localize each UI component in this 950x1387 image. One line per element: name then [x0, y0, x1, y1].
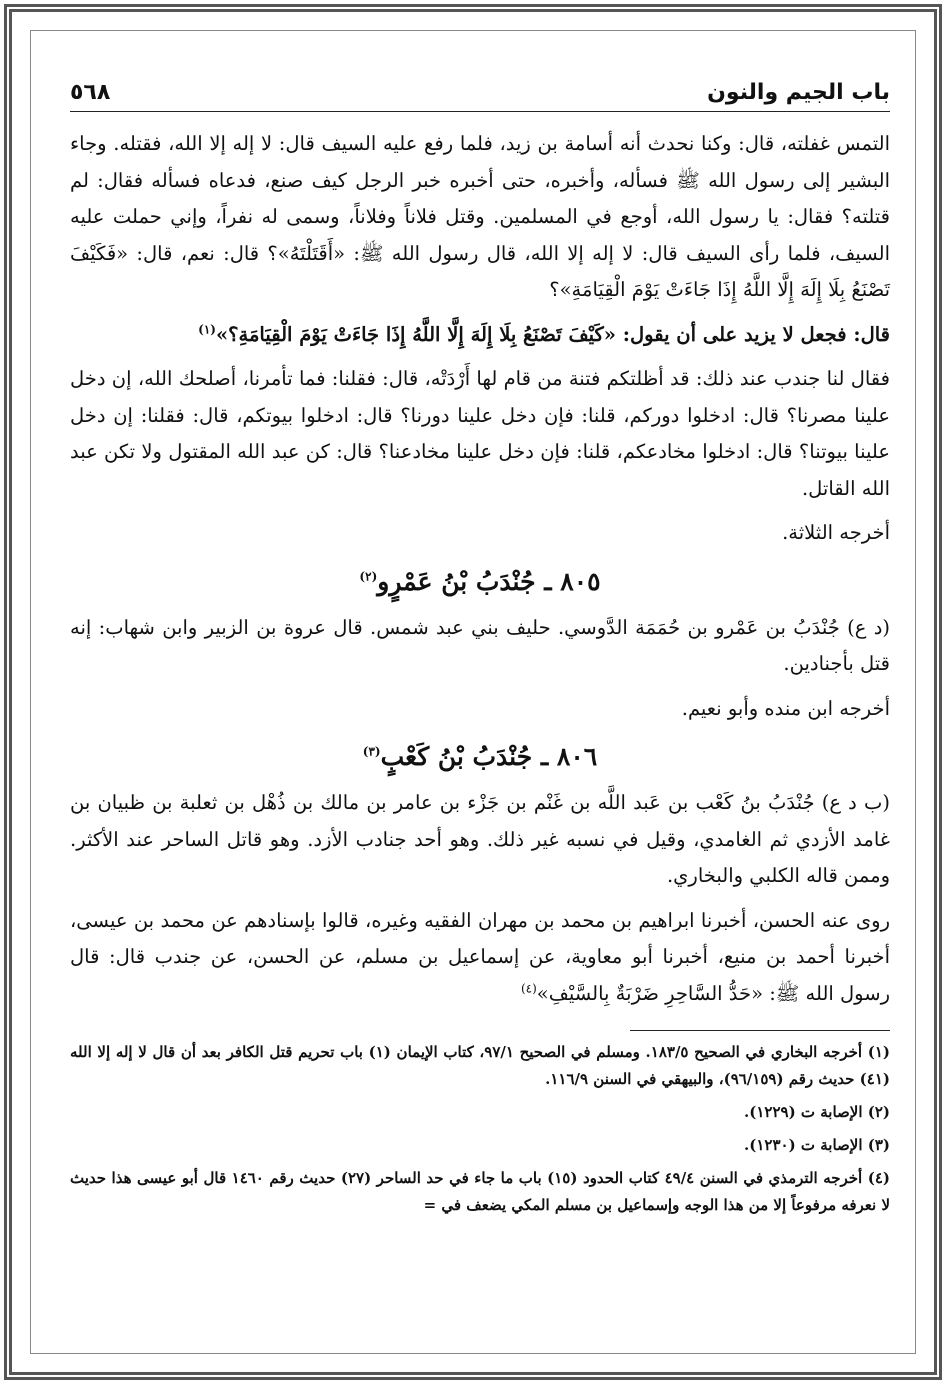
footnote-4: (٤) أخرجه الترمذي في السنن ٤٩/٤ كتاب الحدود (١٥) باب ما جاء في حد الساحر (٢٧) حديث رقم ١٤٦٠ قال أبو عيسى هذا حديث لا نعرفه مرفوعاً إلا من هذا الوجه وإسماعيل بن مسلم المكي يضعف في =	[70, 1169, 890, 1214]
footnotes	[70, 1039, 890, 1219]
footnote-1: (١) أخرجه البخاري في الصحيح ١٨٣/٥. ومسلم في الصحيح ٩٧/١، كتاب الإيمان (١) باب تحريم قتل الكافر بعد أن قال لا إله إلا الله (٤١) حديث رقم (٩٦/١٥٩)، والبيهقي في السنن ١١٦/٩.	[70, 1043, 890, 1088]
entry-heading-805	[70, 562, 890, 602]
paragraph-hadith-story: التمس غفلته، قال: وكنا نحدث أنه أسامة بن زيد، فلما رفع عليه السيف قال: لا إله إلا الله، فقتله. وجاء البشير إلى رسول الله ﷺ فسأله، وأخبره، حتى أخبره خبر الرجل كيف صنع، فدعاه فسأله فقال: لم قتلته؟ فقال: يا رسول الله، أوجع في المسلمين. وقتل فلاناً وفلاناً، وسمى له نفراً، وإني حملت عليه السيف، فلما رأى السيف قال: لا إله إلا الله، قال رسول الله ﷺ: «أَقَتَلْتَهُ»؟ قال: نعم، قال: «فَكَيْفَ تَصْنَعُ بِلَا إِلَهَ إِلَّا اللَّهُ إِذَا جَاءَتْ يَوْمَ الْقِيَامَةِ»؟	[70, 132, 890, 301]
isnad-text: روى عنه الحسن، أخبرنا ابراهيم بن محمد بن مهران الفقيه وغيره، قالوا بإسنادهم عن محمد بن عيسى، أخبرنا أحمد بن منيع، أخبرنا أبو معاوية، عن إسماعيل بن مسلم، عن الحسن، عن جندب قال: قال رسول الله ﷺ: «حَدُّ السَّاحِرِ ضَرْبَةٌ بِالسَّيْفِ»	[70, 908, 890, 1005]
paragraph-jundab-advice: فقال لنا جندب عند ذلك: قد أظلتكم فتنة من قام لها أَرْدَتْه، قال: فقلنا: فما تأمرنا، أصلحك الله، إن دخل علينا مصرنا؟ قال: ادخلوا دوركم، قلنا: فإن دخل علينا دورنا؟ قال: ادخلوا بيوتكم، قال: فقلنا: إن دخل علينا بيوتنا؟ قال: ادخلوا مخادعكم، قلنا: فإن دخل علينا مخادعنا؟ قال: كن عبد الله المقتول ولا تكن عبد الله القاتل.	[70, 367, 890, 500]
paragraph-takhrij-2: أخرجه ابن منده وأبو نعيم.	[681, 696, 890, 720]
footnote-ref-3: (٣)	[362, 744, 381, 759]
paragraph-isnad	[70, 903, 890, 1013]
footnote-ref-2: (٢)	[359, 569, 378, 584]
footnote-ref-1: (١)	[198, 322, 216, 336]
footnote-ref-4: (٤)	[520, 981, 537, 995]
entry-805-title: ٨٠٥ ـ جُنْدَبُ بْنُ عَمْرٍو	[377, 566, 601, 596]
footnote-2: (٢) الإصابة ت (١٢٢٩).	[744, 1103, 890, 1121]
footnote-separator	[630, 1030, 890, 1031]
main-text	[70, 126, 890, 1012]
footnote-3: (٣) الإصابة ت (١٢٣٠).	[744, 1136, 890, 1154]
hadith-ending-text: قال: فجعل لا يزيد على أن يقول: «كَيْفَ تَصْنَعُ بِلَا إِلَهَ إِلَّا اللَّهُ إِذَا جَاءَتْ يَوْمَ الْقِيَامَةِ؟»	[215, 322, 890, 346]
paragraph-hadith-ending	[70, 317, 890, 354]
running-header	[70, 80, 890, 112]
chapter-title: باب الجيم والنون	[707, 80, 890, 105]
paragraph-entry-806: (ب د ع) جُنْدَبُ بنُ كَعْب بن عَبد اللَّه بن غَنْم بن جَزْء بن عامر بن مالك بن ذُهْل بن ثعلبة بن ظبيان بن غامد الأزدي ثم الغامدي، وقيل في نسبه غير ذلك. وهو أحد جنادب الأزد. وهو قاتل الساحر عند الأكثر. وممن قاله الكلبي والبخاري.	[70, 791, 890, 887]
paragraph-entry-805: (د ع) جُنْدَبُ بن عَمْرو بن حُمَمَة الدَّوسي. حليف بني عبد شمس. قال عروة بن الزبير وابن شهاب: إنه قتل بأجنادين.	[70, 615, 890, 675]
entry-heading-806	[70, 737, 890, 777]
page-content	[70, 80, 890, 1225]
page-number: ٥٦٨	[70, 80, 111, 105]
entry-806-title: ٨٠٦ ـ جُنْدَبُ بْنُ كَعْبٍ	[380, 742, 598, 771]
paragraph-takhrij-1: أخرجه الثلاثة.	[782, 521, 890, 544]
